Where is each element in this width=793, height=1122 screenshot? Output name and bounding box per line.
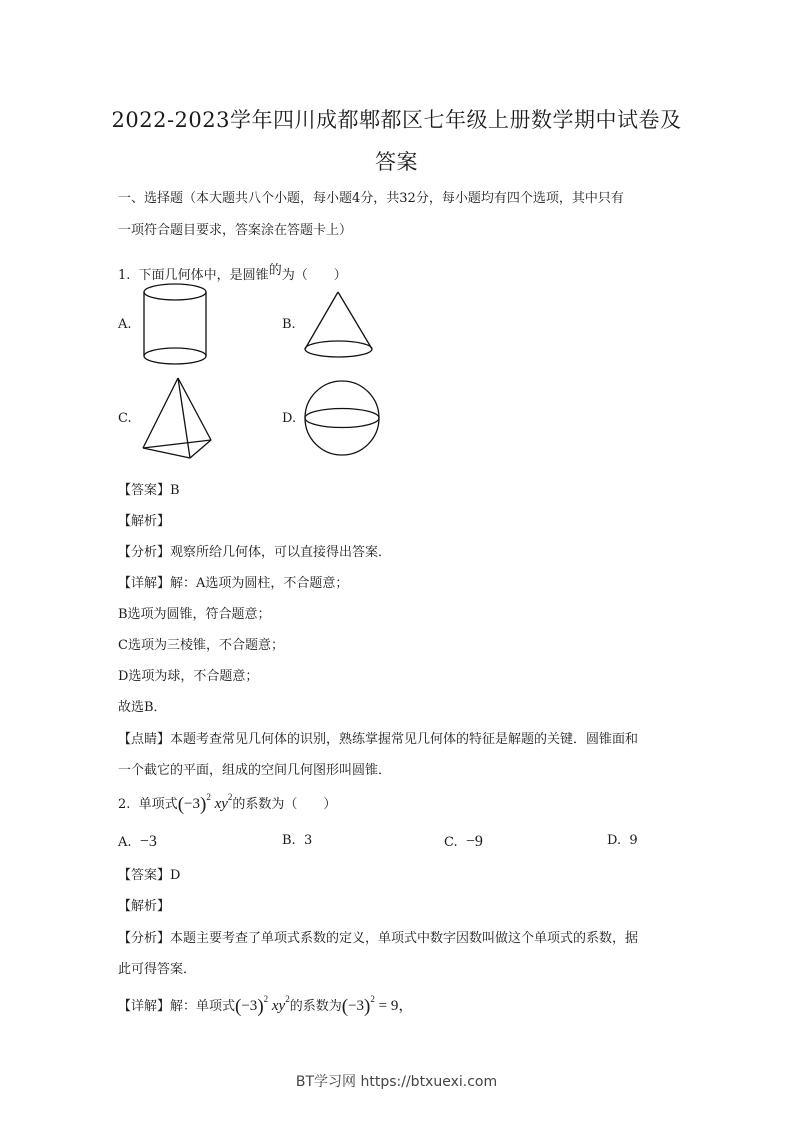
detail-line: D选项为球，不合题意； [118, 669, 259, 684]
sphere-figure [300, 376, 384, 460]
section-heading-cont: 一项符合题目要求，答案涂在答题卡上） [118, 223, 353, 238]
monomial-expression: $(-3)^2$ $xy^2$ [177, 792, 233, 815]
option-label: A. [118, 835, 132, 850]
option-d [607, 833, 638, 848]
question-stem-text-end: 为（ ） [281, 268, 347, 283]
monomial-expression: $(-3)^2$ $xy^2$ [235, 994, 290, 1017]
detail-line: C选项为三棱锥，不合题意； [118, 638, 284, 653]
detail-line: B选项为圆锥，符合题意； [118, 607, 271, 622]
option-label: C. [444, 835, 458, 850]
option-a [118, 833, 157, 851]
option-d-label: D. [282, 411, 297, 426]
detail-text: 【详解】解：单项式 [118, 999, 236, 1014]
question-stem-text: 单项式 [138, 797, 178, 812]
document-title-line1: 2022-2023学年四川成都郫都区七年级上册数学期中试卷及 [111, 108, 682, 132]
question-stem-raised-char: 的 [268, 263, 282, 278]
option-c-label: C. [118, 411, 132, 426]
answer-line: 【答案】B [118, 483, 180, 498]
cone-figure [300, 285, 380, 365]
analysis-heading: 【解析】 [118, 514, 171, 529]
triangular-pyramid-figure [138, 372, 218, 467]
question-number: 2. [118, 797, 131, 812]
detail-line [118, 994, 413, 1018]
option-a-label: A. [118, 317, 132, 332]
question-number: 1. [118, 268, 131, 283]
cylinder-figure [138, 280, 214, 368]
answer-line: 【答案】D [118, 868, 181, 883]
option-b [282, 833, 312, 848]
fenxi-line: 【分析】本题主要考查了单项式系数的定义，单项式中数字因数叫做这个单项式的系数，据 [118, 931, 639, 946]
detail-line: 故选B． [118, 700, 167, 715]
detail-text: 的系数为 [289, 999, 342, 1014]
option-label: D. [607, 833, 622, 848]
option-value: −9 [465, 833, 483, 850]
question-stem-text-end: 的系数为（ ） [232, 797, 337, 812]
fenxi-line: 【分析】观察所给几何体，可以直接得出答案． [118, 545, 392, 560]
option-c [444, 833, 483, 851]
coefficient-expression: $(-3)^2 = 9$， [341, 994, 414, 1017]
dianjing-line-cont: 一个截它的平面，组成的空间几何图形叫圆锥． [118, 763, 392, 778]
analysis-heading: 【解析】 [118, 899, 171, 914]
option-value: 9 [629, 833, 638, 848]
option-value: −3 [139, 833, 157, 850]
detail-line: 【详解】解：A选项为圆柱，不合题意； [118, 576, 349, 591]
document-title-line2: 答案 [375, 150, 418, 174]
fenxi-line-cont: 此可得答案． [118, 962, 197, 977]
footer-watermark: BT学习网 https://btxuexi.com [295, 1074, 498, 1090]
option-label: B. [282, 833, 296, 848]
question-stem-text: 下面几何体中，是圆锥 [138, 268, 269, 283]
option-b-label: B. [282, 317, 296, 332]
option-value: 3 [303, 833, 313, 848]
dianjing-line: 【点睛】本题考查常见几何体的识别，熟练掌握常见几何体的特征是解题的关键．圆锥面和 [118, 732, 639, 747]
question-2-stem [118, 792, 336, 816]
section-heading: 一、选择题（本大题共八个小题，每小题4分，共32分，每小题均有四个选项，其中只有 [118, 191, 624, 206]
